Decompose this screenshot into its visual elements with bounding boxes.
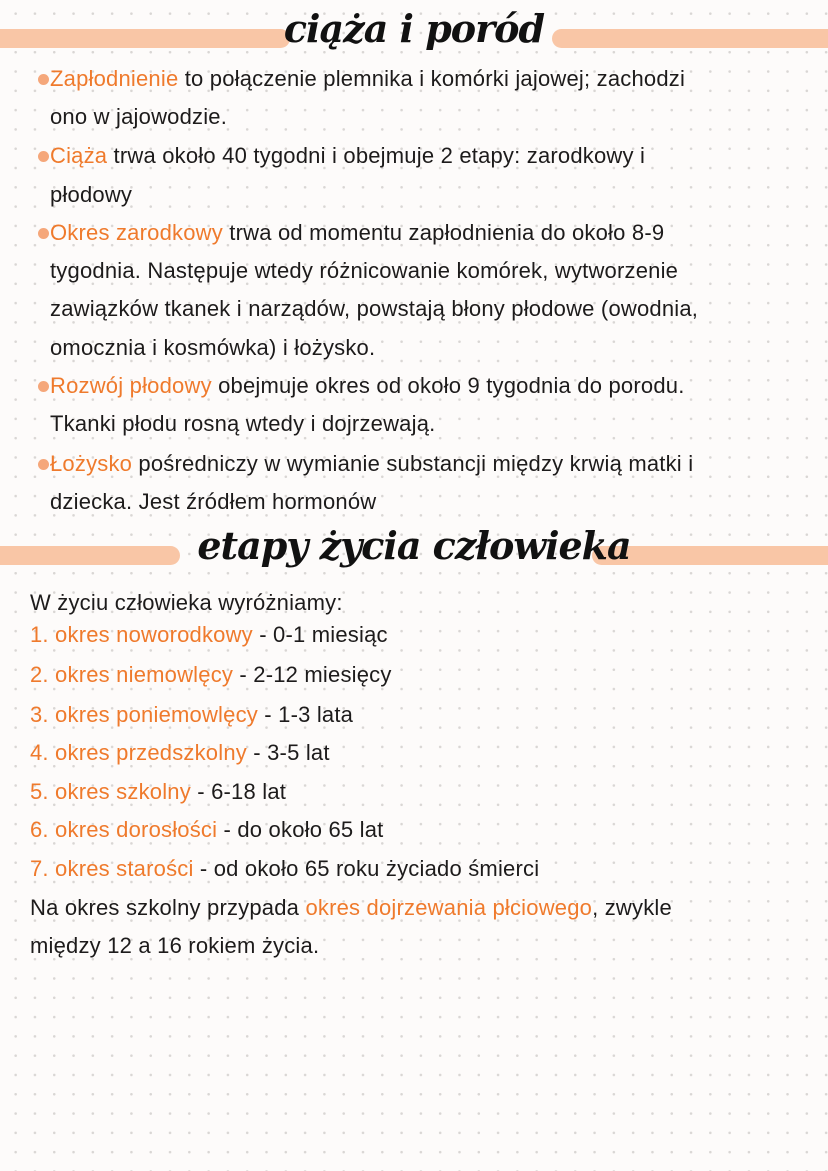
highlight-term: 1. okres noworodkowy <box>30 622 253 647</box>
line-text: - do około 65 lat <box>217 817 384 842</box>
text-line <box>50 66 685 92</box>
line-text: zawiązków tkanek i narządów, powstają błony płodowe (owodnia, <box>50 296 699 321</box>
text-line <box>30 856 539 882</box>
highlight-term: Łożysko <box>50 451 133 476</box>
line-text: dziecka. Jest źródłem hormonów <box>50 489 377 514</box>
text-line <box>50 104 227 130</box>
highlight-term: Rozwój płodowy <box>50 373 212 398</box>
text-line <box>50 220 664 246</box>
line-text: - 6-18 lat <box>190 779 287 804</box>
highlight-term: okres dojrzewania płciowego <box>305 895 593 920</box>
bullet-icon <box>38 228 49 239</box>
line-text: ono w jajowodzie. <box>50 104 228 129</box>
section-title: etapy życia człowieka <box>197 523 631 568</box>
line-text: - od około 65 roku życiado śmierci <box>193 856 540 881</box>
text-line <box>50 143 645 169</box>
line-text: to połączenie plemnika i komórki jajowej; zachodzi <box>178 66 686 91</box>
section-header-etapy-zycia <box>0 523 828 583</box>
outro-line-2: między 12 a 16 rokiem życia. <box>30 933 320 958</box>
text-line <box>30 740 330 766</box>
bullet-icon <box>38 381 49 392</box>
outro-text: , zwykle <box>592 895 672 920</box>
line-text: trwa od momentu zapłodnienia do około 8-9 <box>222 220 665 245</box>
section-title: ciąża i poród <box>283 6 545 51</box>
bullet-icon <box>38 459 49 470</box>
line-text: tygodnia. Następuje wtedy różnicowanie komórek, wytworzenie <box>50 258 679 283</box>
highlight-term: 5. okres szkolny <box>30 779 191 804</box>
bullet-icon <box>38 151 49 162</box>
line-text: - 1-3 lata <box>257 702 354 727</box>
text-line <box>50 489 376 515</box>
highlight-term: Ciąża <box>50 143 108 168</box>
text-line <box>30 702 353 728</box>
text-line <box>50 451 693 477</box>
bullet-icon <box>38 74 49 85</box>
highlight-term: 2. okres niemowlęcy <box>30 662 234 687</box>
highlight-term: 6. okres dorosłości <box>30 817 218 842</box>
highlight-term: Okres zarodkowy <box>50 220 223 245</box>
text-line <box>50 411 435 437</box>
text-line <box>30 622 388 648</box>
outro-line-1 <box>30 895 672 921</box>
line-text: trwa około 40 tygodni i obejmuje 2 etapy: zarodkowy i <box>107 143 646 168</box>
line-text: - 0-1 miesiąc <box>252 622 388 647</box>
line-text: pośredniczy w wymianie substancji między krwią matki i <box>132 451 694 476</box>
text-line <box>50 296 698 322</box>
highlight-term: 4. okres przedszkolny <box>30 740 247 765</box>
highlight-term: Zapłodnienie <box>50 66 179 91</box>
line-text: - 3-5 lat <box>246 740 330 765</box>
text-line <box>50 335 375 361</box>
text-line <box>50 258 678 284</box>
line-text: obejmuje okres od około 9 tygodnia do porodu. <box>211 373 685 398</box>
text-line <box>30 662 392 688</box>
section-header-ciaza-i-porod <box>0 6 828 66</box>
line-text: omocznia i kosmówka) i łożysko. <box>50 335 376 360</box>
line-text: - 2-12 miesięcy <box>233 662 392 687</box>
text-line <box>30 779 286 805</box>
line-text: Tkanki płodu rosną wtedy i dojrzewają. <box>50 411 436 436</box>
intro-text: W życiu człowieka wyróżniamy: <box>30 590 343 615</box>
highlight-term: 7. okres starości <box>30 856 194 881</box>
text-line <box>50 182 132 208</box>
outro-text: Na okres szkolny przypada <box>30 895 306 920</box>
text-line <box>50 373 685 399</box>
text-line <box>30 817 383 843</box>
highlight-term: 3. okres poniemowlęcy <box>30 702 258 727</box>
line-text: płodowy <box>50 182 133 207</box>
